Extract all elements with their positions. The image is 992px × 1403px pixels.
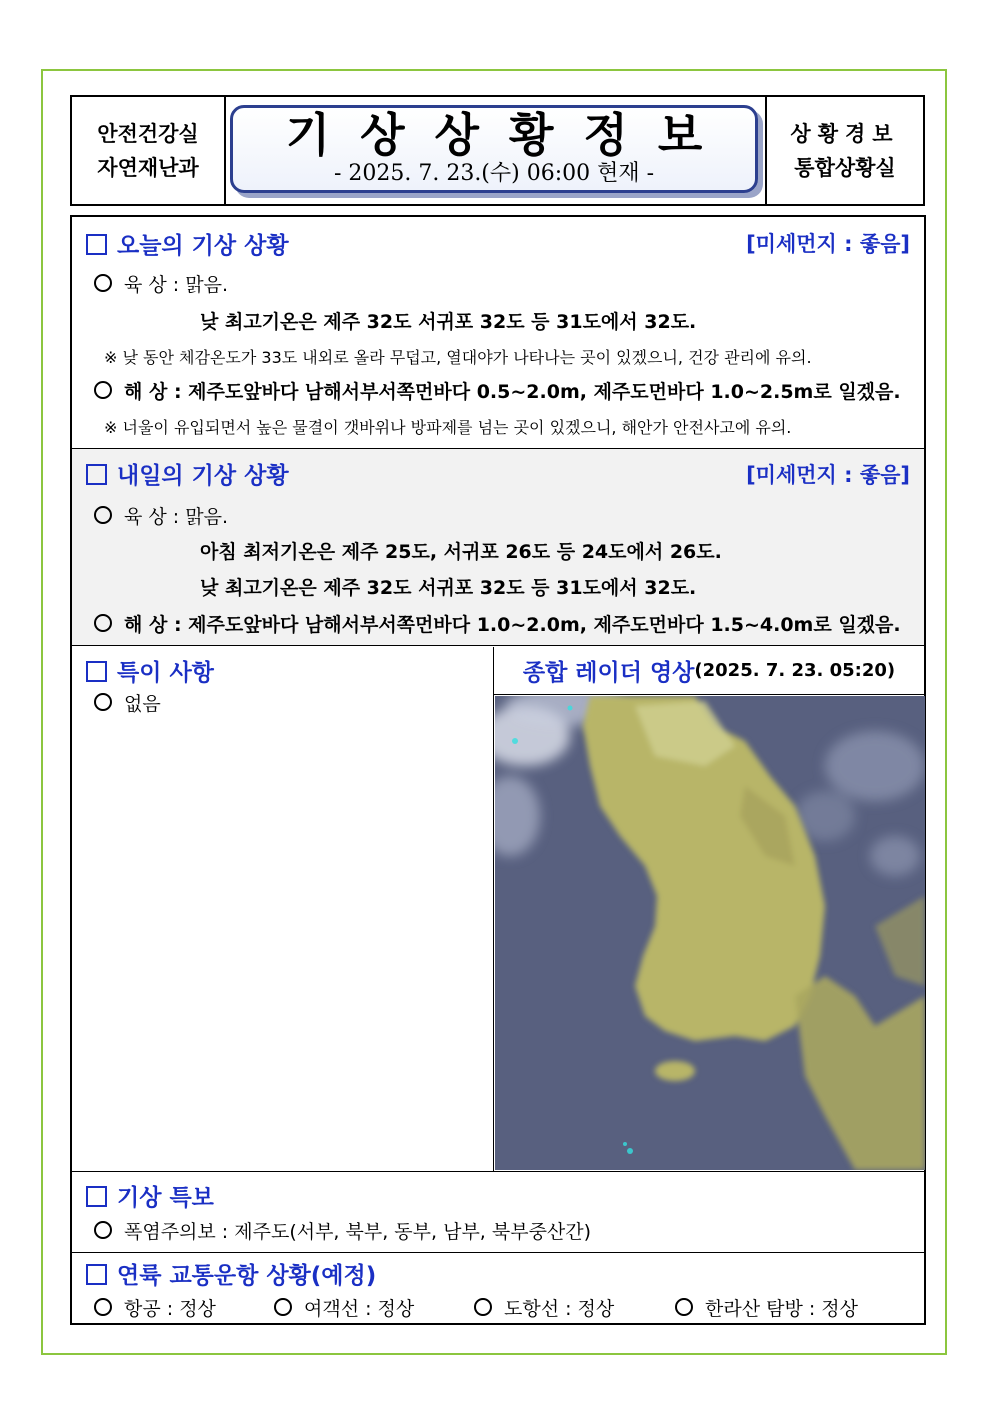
checkbox-square-icon [86,1186,107,1207]
warning-heading-text: 기상 특보 [117,1185,214,1211]
special-heading [86,654,214,687]
checkbox-square-icon [86,661,107,682]
today-heading [86,227,289,260]
tomorrow-land-label: 육 상 : [124,506,180,528]
tomorrow-fine-dust: [미세먼지 : 좋음] [746,463,910,487]
traffic-item-island-ferry [474,1294,614,1321]
header-left-department [72,97,226,204]
radar-title [494,647,924,695]
today-heading-text: 오늘의 기상 상황 [117,233,289,259]
today-sea [94,377,901,404]
radar-title-text: 종합 레이더 영상 [522,660,695,686]
warning-item-text: 폭염주의보 : 제주도(서부, 북부, 동부, 남부, 북부중산간) [124,1221,592,1243]
tomorrow-heading [86,457,289,490]
traffic-item-text: 항공 : 정상 [124,1298,216,1320]
today-land [94,270,228,297]
today-land-label: 육 상 : [124,274,180,296]
today-sea-label: 해 상 : [124,381,182,403]
warning-item [94,1217,591,1244]
report-table [70,215,926,1325]
tomorrow-land-value: 맑음. [185,506,228,528]
office-line1: 상황경보 [790,121,900,146]
traffic-heading [86,1257,376,1290]
today-fine-dust: [미세먼지 : 좋음] [746,232,910,256]
checkbox-square-icon [86,1264,107,1285]
today-sea-value: 제주도앞바다 남해서부서쪽먼바다 0.5~2.0m, 제주도먼바다 1.0~2.5m로 일겠음. [188,381,901,403]
special-item-text: 없음 [124,693,161,715]
tomorrow-heading-text: 내일의 기상 상황 [117,463,289,489]
circle-bullet-icon [94,274,112,292]
today-note-heat: ※ 낮 동안 체감온도가 33도 내외로 올라 무덥고, 열대야가 나타나는 곳이 있겠으니, 건강 관리에 유의. [104,348,812,367]
divider [72,1171,924,1172]
circle-bullet-icon [94,1221,112,1239]
tomorrow-land [94,502,228,529]
page-title: 기상상황정보 [285,108,733,162]
office-line2: 통합상황실 [794,155,896,180]
tomorrow-sea-value: 제주도앞바다 남해서부서쪽먼바다 1.0~2.0m, 제주도먼바다 1.5~4.0m로 일겠음. [188,614,901,636]
checkbox-square-icon [86,234,107,255]
divider [72,645,924,646]
tomorrow-land-min: 아침 최저기온은 제주 25도, 서귀포 26도 등 24도에서 26도. [200,541,722,563]
circle-bullet-icon [94,381,112,399]
department-line1: 안전건강실 [97,121,199,146]
department-line2: 자연재난과 [97,155,199,180]
circle-bullet-icon [94,693,112,711]
today-land-temp: 낮 최고기온은 제주 32도 서귀포 32도 등 31도에서 32도. [200,311,697,333]
checkbox-square-icon [86,464,107,485]
circle-bullet-icon [94,1298,112,1316]
traffic-heading-text: 연륙 교통운항 상황(예정) [117,1263,377,1289]
today-note-swell: ※ 너울이 유입되면서 높은 물결이 갯바위나 방파제를 넘는 곳이 있겠으니, 해안가 안전사고에 유의. [104,418,792,437]
document-header [70,95,925,206]
radar-image [495,696,925,1170]
traffic-item-text: 여객선 : 정상 [304,1298,415,1320]
circle-bullet-icon [474,1298,492,1316]
special-item [94,689,161,716]
traffic-item-ferry [274,1294,414,1321]
special-heading-text: 특이 사항 [117,660,214,686]
traffic-item-text: 도항선 : 정상 [504,1298,615,1320]
radar-date: (2025. 7. 23. 05:20) [694,660,896,681]
tomorrow-land-max: 낮 최고기온은 제주 32도 서귀포 32도 등 31도에서 32도. [200,577,697,599]
circle-bullet-icon [274,1298,292,1316]
today-land-value: 맑음. [185,274,228,296]
tomorrow-sea-label: 해 상 : [124,614,182,636]
report-date: - 2025. 7. 23.(수) 06:00 현재 - [333,161,655,186]
traffic-item-text: 한라산 탐방 : 정상 [705,1298,858,1320]
warning-heading [86,1179,214,1212]
circle-bullet-icon [94,614,112,632]
tomorrow-sea [94,610,901,637]
title-frame [230,105,758,193]
header-right-office [765,97,923,204]
circle-bullet-icon [94,506,112,524]
traffic-item-hallasan [675,1294,858,1321]
column-divider [493,647,494,1171]
traffic-item-air [94,1294,216,1321]
divider [72,1252,924,1253]
circle-bullet-icon [675,1298,693,1316]
